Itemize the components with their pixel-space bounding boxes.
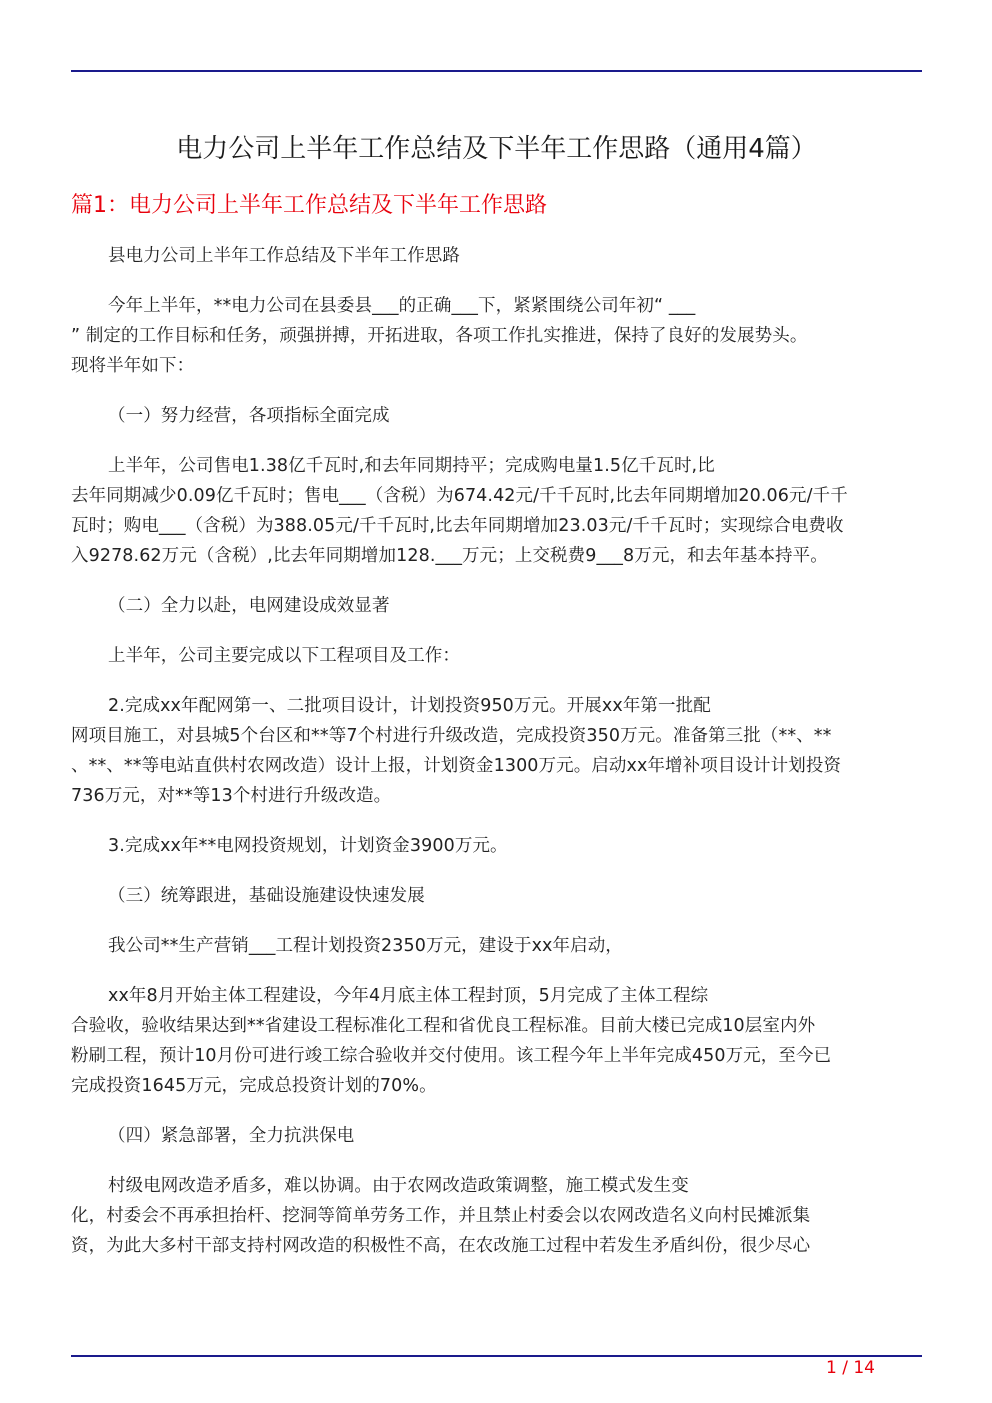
subheading-3: （三）统筹跟进，基础设施建设快速发展 (108, 886, 425, 906)
text-line: ” 制定的工作目标和任务，顽强拼搏，开拓进取，各项工作扎实推进，保持了良好的发展势头。 (71, 326, 808, 346)
text-line: 村级电网改造矛盾多，难以协调。由于农网改造政策调整，施工模式发生变 (108, 1176, 689, 1196)
paragraph-7 (71, 981, 922, 1101)
document-title: 电力公司上半年工作总结及下半年工作思路（通用4篇） (176, 134, 817, 164)
subheading-4: （四）紧急部署，全力抗洪保电 (108, 1126, 355, 1146)
text-line: 今年上半年，**电力公司在县委县___的正确___下，紧紧围绕公司年初“ ___ (108, 296, 696, 316)
text-line: 入9278.62万元（含税）,比去年同期增加128.___万元；上交税费9___8万元，和去年基本持平。 (71, 546, 828, 566)
paragraph-5: 3.完成xx年**电网投资规划，计划资金3900万元。 (108, 836, 508, 856)
text-line: 网项目施工，对县城5个台区和**等7个村进行升级改造，完成投资350万元。准备第三批（**、** (71, 726, 832, 746)
text-line: 736万元，对**等13个村进行升级改造。 (71, 786, 392, 806)
text-line: 上半年，公司售电1.38亿千瓦时,和去年同期持平；完成购电量1.5亿千瓦时,比 (108, 456, 715, 476)
text-line: 完成投资1645万元，完成总投资计划的70%。 (71, 1076, 437, 1096)
document-body (71, 241, 922, 1281)
footer-rule (71, 1355, 922, 1357)
paragraph-1 (71, 291, 922, 381)
text-line: 瓦时；购电___（含税）为388.05元/千千瓦时,比去年同期增加23.03元/千千瓦时；实现综合电费收 (71, 516, 844, 536)
text-line: 去年同期减少0.09亿千瓦时；售电___（含税）为674.42元/千千瓦时,比去年同期增加20.06元/千千 (71, 486, 848, 506)
text-line: 合验收，验收结果达到**省建设工程标准化工程和省优良工程标准。目前大楼已完成10层室内外 (71, 1016, 816, 1036)
text-line: 资，为此大多村干部支持村网改造的积极性不高，在农改施工过程中若发生矛盾纠份，很少尽心 (71, 1236, 811, 1256)
text-line: 现将半年如下： (71, 356, 195, 376)
paragraph-3: 上半年，公司主要完成以下工程项目及工作： (108, 646, 460, 666)
header-rule (71, 70, 922, 72)
subheading-1: （一）努力经营，各项指标全面完成 (108, 406, 390, 426)
paragraph-2 (71, 451, 922, 571)
page-indicator: 1 / 14 (826, 1358, 875, 1378)
text-line: xx年8月开始主体工程建设，今年4月底主体工程封顶，5月完成了主体工程综 (108, 986, 709, 1006)
text-line: 、**、**等电站直供村农网改造）设计上报，计划资金1300万元。启动xx年增补项目设计计划投资 (71, 756, 842, 776)
paragraph-4 (71, 691, 922, 811)
subheading-2: （二）全力以赴，电网建设成效显著 (108, 596, 390, 616)
text-line: 粉刷工程，预计10月份可进行竣工综合验收并交付使用。该工程今年上半年完成450万元，至今已 (71, 1046, 832, 1066)
paragraph-6: 我公司**生产营销___工程计划投资2350万元，建设于xx年启动， (108, 936, 623, 956)
section-heading: 篇1：电力公司上半年工作总结及下半年工作思路 (71, 193, 547, 218)
text-line: 2.完成xx年配网第一、二批项目设计，计划投资950万元。开展xx年第一批配 (108, 696, 711, 716)
intro-paragraph: 县电力公司上半年工作总结及下半年工作思路 (108, 246, 460, 266)
paragraph-8 (71, 1171, 922, 1261)
text-line: 化，村委会不再承担抬杆、挖洞等简单劳务工作，并且禁止村委会以农网改造名义向村民摊派集 (71, 1206, 811, 1226)
